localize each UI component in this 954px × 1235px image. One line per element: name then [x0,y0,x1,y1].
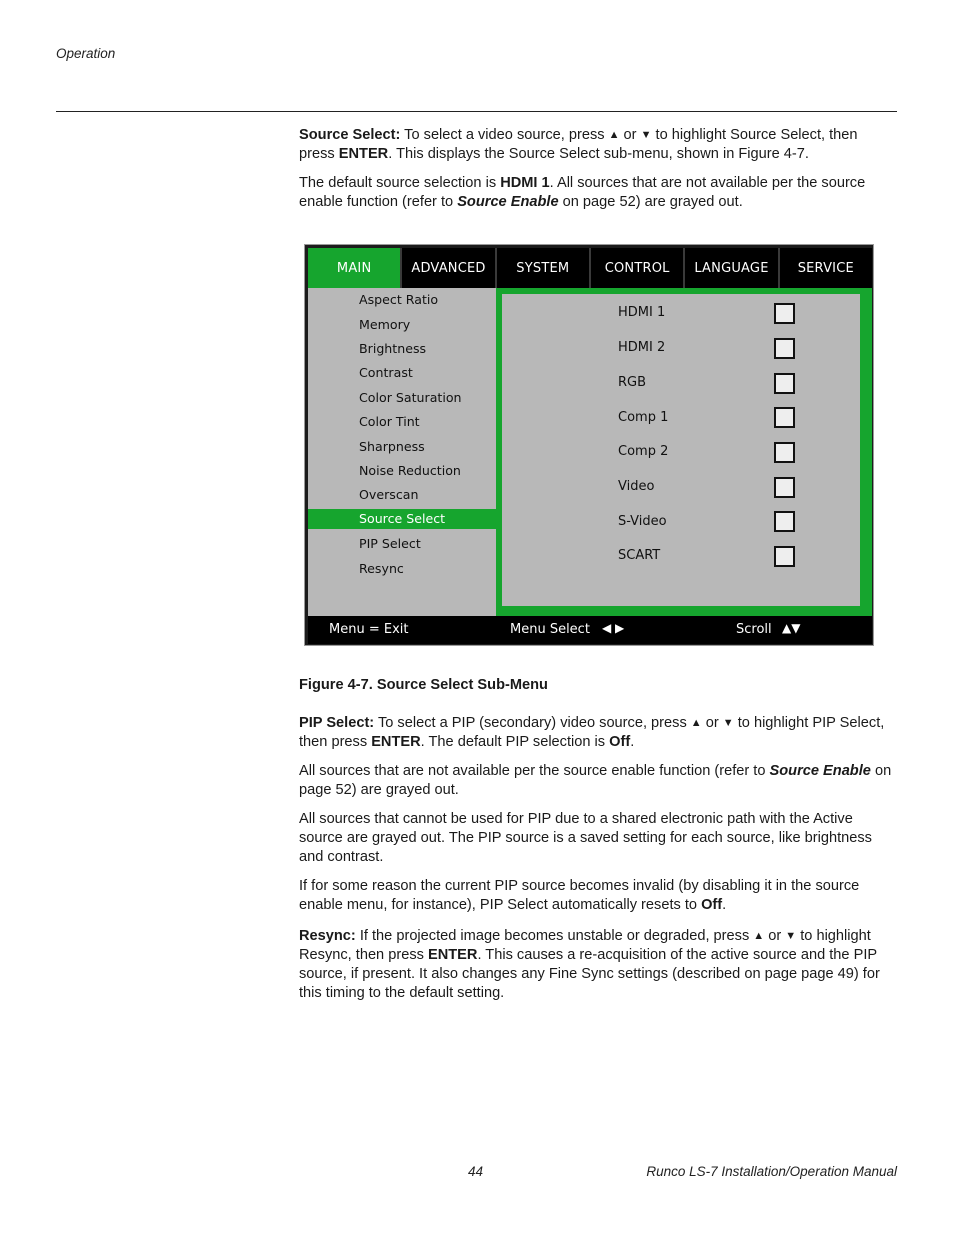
term-resync: Resync: [299,928,356,944]
up-arrow-icon: ▲ [753,930,765,942]
text: To select a PIP (secondary) video source, press [374,715,691,731]
paragraph-pip-invalid [299,877,897,915]
header-rule [56,111,897,112]
term-pip-select: PIP Select: [299,715,375,731]
up-arrow-icon: ▲ [690,717,702,729]
menu-item-pip-select[interactable]: PIP Select [359,536,421,551]
tab-service[interactable]: SERVICE [797,260,854,276]
source-label-comp2: Comp 2 [618,444,669,459]
text: . All sources that are not available per the source enable function (refer to [299,175,866,210]
pip-reset-off: Off [701,897,723,913]
down-arrow-icon: ▼ [640,129,652,141]
pip-default-off: Off [609,734,631,750]
source-label-comp1: Comp 1 [618,410,669,425]
text: . [630,734,635,750]
text: . [722,897,727,913]
text: on page 52) are grayed out. [299,763,892,798]
source-enable-reference: Source Enable [769,763,871,779]
text: To select a video source, press [400,127,609,143]
scroll-hint: Scroll [736,622,772,637]
text: or [764,928,786,944]
manual-title: Runco LS-7 Installation/Operation Manual [646,1164,897,1179]
text: to highlight PIP Select, then press [299,715,885,750]
left-right-arrows-icon: ◀ ▶ [602,621,625,635]
down-arrow-icon: ▼ [785,930,797,942]
menu-item-source-select[interactable]: Source Select [308,509,496,529]
menu-item-aspect-ratio[interactable]: Aspect Ratio [359,292,439,307]
source-enable-reference: Source Enable [457,194,559,210]
menu-item-noise-reduction[interactable]: Noise Reduction [359,463,461,478]
paragraph-pip-shared-path [299,810,897,867]
text: All sources that are not available per the source enable function (refer to [299,763,770,779]
text: or [701,715,723,731]
osd-tab-bar [308,248,872,288]
source-checkbox-rgb[interactable] [774,373,795,394]
text: on page 52) are grayed out. [558,194,743,210]
enter-key: ENTER [338,146,389,162]
source-checkbox-comp1[interactable] [774,407,795,428]
source-label-video: Video [618,479,655,494]
term-source-select: Source Select: [299,127,401,143]
text: The default source selection is [299,175,501,191]
menu-item-sharpness[interactable]: Sharpness [359,439,425,454]
text: If the projected image becomes unstable or degraded, press [355,928,754,944]
text: . The default PIP selection is [420,734,610,750]
up-arrow-icon: ▲ [608,129,620,141]
text: . This causes a re-acquisition of the active source and the PIP source, if present. It also changes any Fine Sync settings (described on page page 49) for this timing to the default setting. [299,947,880,1001]
source-checkbox-hdmi2[interactable] [774,338,795,359]
paragraph-default-source [299,174,897,212]
paragraph-resync [299,927,897,1003]
paragraph-pip-select [299,714,897,752]
up-down-arrows-icon: ▲▼ [782,621,801,635]
menu-item-resync[interactable]: Resync [359,561,404,576]
hdmi-default: HDMI 1 [500,175,550,191]
source-label-rgb: RGB [618,375,647,390]
text: to highlight Resync, then press [299,928,871,963]
running-header: Operation [56,46,116,61]
down-arrow-icon: ▼ [722,717,734,729]
osd-main-menu [308,288,496,616]
menu-exit-hint: Menu = Exit [329,622,409,637]
source-label-hdmi2: HDMI 2 [618,340,666,355]
menu-item-contrast[interactable]: Contrast [359,365,413,380]
text: . This displays the Source Select sub-menu, shown in Figure 4-7. [388,146,809,162]
osd-body [308,288,872,616]
source-checkbox-comp2[interactable] [774,442,795,463]
osd-footer-bar [308,616,872,644]
source-checkbox-hdmi1[interactable] [774,303,795,324]
menu-item-memory[interactable]: Memory [359,317,411,332]
source-submenu-frame [496,288,872,616]
enter-key: ENTER [427,947,478,963]
tab-advanced[interactable]: ADVANCED [402,248,496,288]
menu-item-overscan[interactable]: Overscan [359,487,419,502]
page-number: 44 [468,1164,484,1179]
enter-key: ENTER [371,734,421,750]
figure-caption: Figure 4-7. Source Select Sub-Menu [299,677,548,693]
paragraph-pip-unavailable [299,762,897,800]
text: If for some reason the current PIP source becomes invalid (by disabling it in the source enable menu, for instance), PIP Select automatically resets to [299,878,860,913]
source-checkbox-scart[interactable] [774,546,795,567]
menu-select-hint: Menu Select [510,622,590,637]
source-submenu [502,294,860,606]
source-checkbox-video[interactable] [774,477,795,498]
text: or [619,127,641,143]
paragraph-source-select [299,126,897,164]
menu-item-color-tint[interactable]: Color Tint [359,414,420,429]
tab-language[interactable]: LANGUAGE [685,248,779,288]
menu-item-brightness[interactable]: Brightness [359,341,427,356]
source-label-s-video: S-Video [618,514,667,529]
tab-system[interactable]: SYSTEM [497,248,591,288]
text: to highlight Source Select, then press [299,127,858,162]
tab-main[interactable]: MAIN [308,248,402,288]
source-label-hdmi1: HDMI 1 [618,305,666,320]
source-label-scart: SCART [618,548,661,563]
text: All sources that cannot be used for PIP due to a shared electronic path with the Active source are grayed out. The PIP source is a saved setting for each source, like brightness and contrast. [299,811,872,865]
osd-menu-figure [304,244,874,646]
tab-control[interactable]: CONTROL [591,248,685,288]
source-checkbox-s-video[interactable] [774,511,795,532]
menu-item-color-saturation[interactable]: Color Saturation [359,390,462,405]
